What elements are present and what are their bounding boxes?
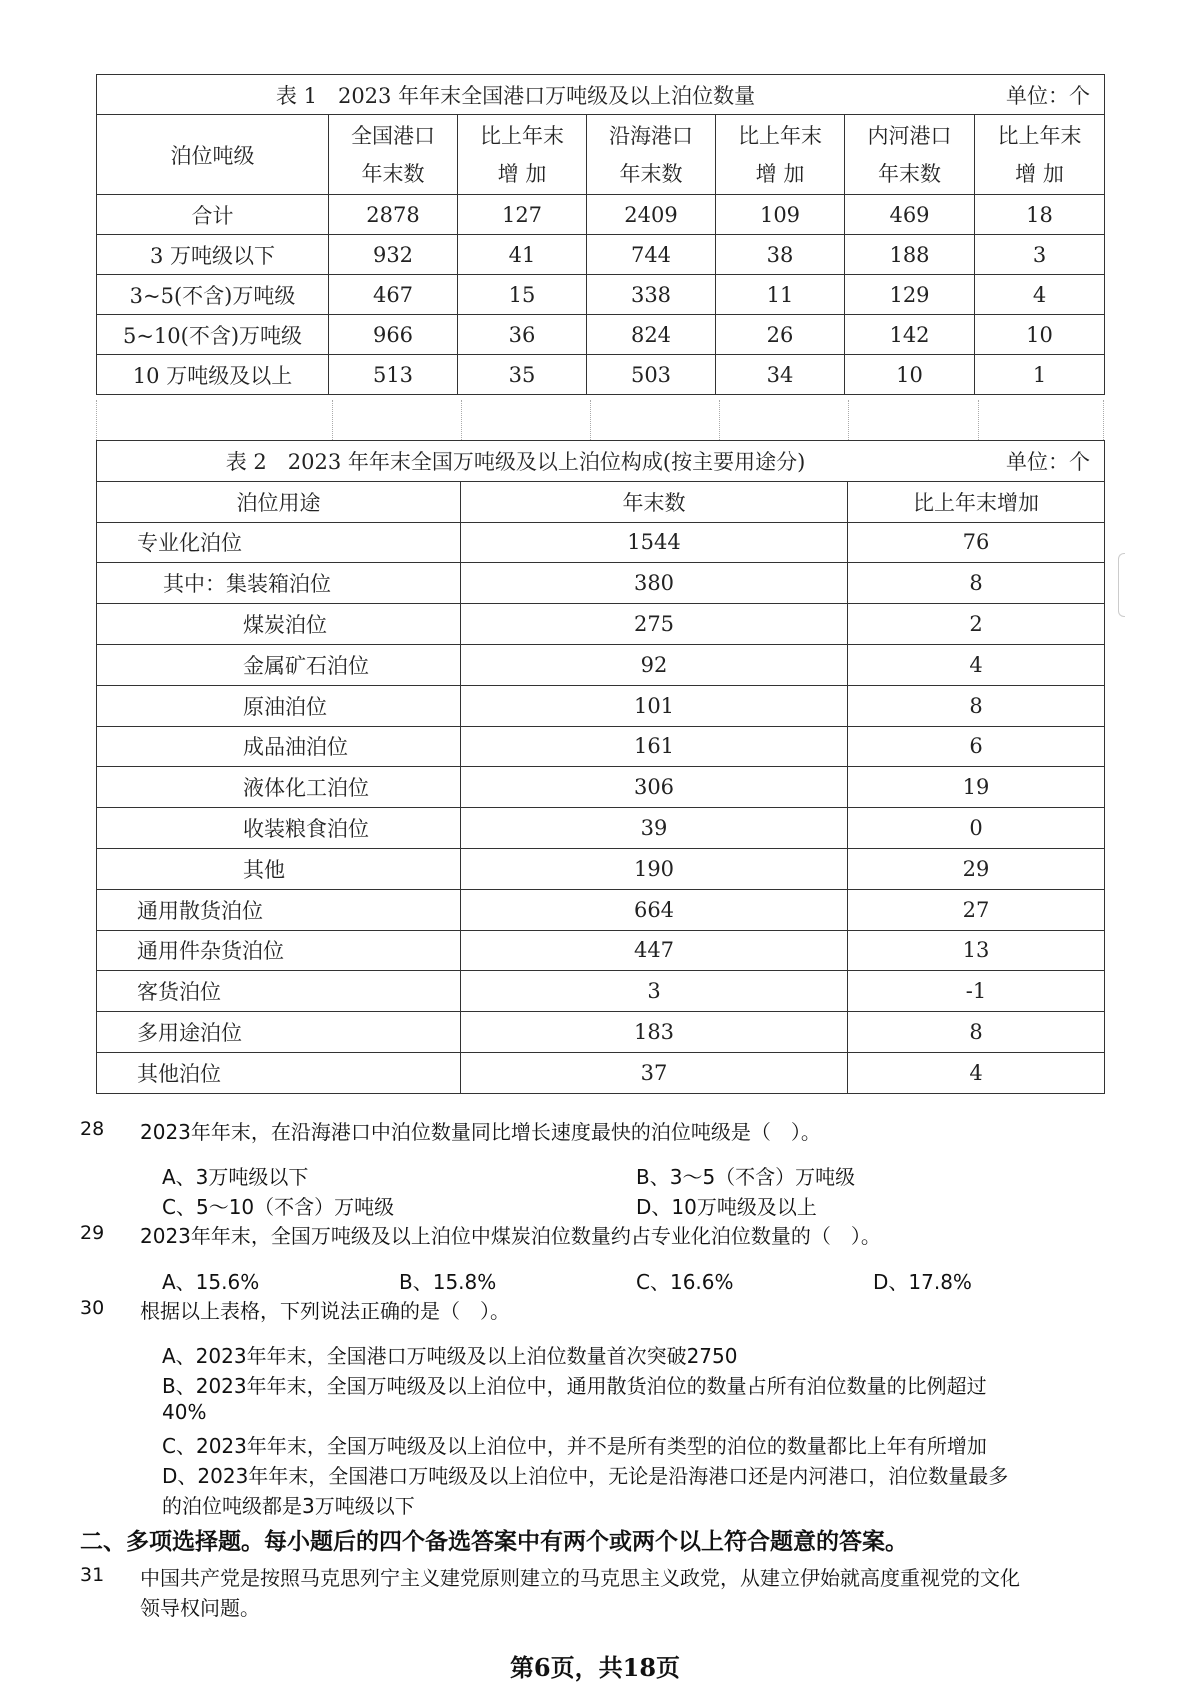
- table-cell: 15: [458, 275, 587, 315]
- question-29-option-d[interactable]: D、17.8%: [873, 1270, 972, 1294]
- table-2-header-cell: 泊位用途: [97, 481, 461, 522]
- table-row: [97, 930, 1105, 971]
- question-29-option-a[interactable]: A、15.6%: [162, 1270, 260, 1294]
- table-1-header-cell: 内河港口 年末数: [845, 115, 975, 195]
- question-30-option-d-cont: 的泊位吨级都是3万吨级以下: [162, 1494, 415, 1518]
- table-row: [97, 604, 1105, 645]
- table-cell-increase: 13: [848, 930, 1105, 971]
- question-29-number: 29: [80, 1222, 105, 1244]
- table-2: [96, 440, 1105, 1094]
- table-cell: 34: [716, 355, 845, 395]
- table-1-caption-cell: [97, 75, 1105, 115]
- question-30-number: 30: [80, 1297, 105, 1319]
- table-cell: 142: [845, 315, 975, 355]
- table-row: [97, 195, 1105, 235]
- side-scroll-tab: [1118, 553, 1125, 617]
- table-cell-count: 190: [461, 848, 848, 889]
- question-29-option-c[interactable]: C、16.6%: [636, 1270, 734, 1294]
- table-2-header-cell: 年末数: [461, 481, 848, 522]
- question-28-text: 2023年年末，在沿海港口中泊位数量同比增长速度最快的泊位吨级是（ ）。: [140, 1120, 821, 1144]
- table-1-header-cell: 比上年末 增 加: [716, 115, 845, 195]
- table-cell: 744: [587, 235, 716, 275]
- table-cell: 3~5(不含)万吨级: [97, 275, 329, 315]
- table-cell-use: 其他泊位: [97, 1052, 461, 1093]
- question-28-option-a[interactable]: A、3万吨级以下: [162, 1165, 309, 1189]
- table-row: [97, 685, 1105, 726]
- table-cell: 36: [458, 315, 587, 355]
- table-cell-increase: 27: [848, 889, 1105, 930]
- table-1-caption-row: [97, 75, 1105, 115]
- table-1-header-cell: 全国港口 年末数: [329, 115, 458, 195]
- table-cell-count: 275: [461, 604, 848, 645]
- table-cell-increase: 0: [848, 808, 1105, 849]
- table-row: [97, 235, 1105, 275]
- table-cell: 18: [975, 195, 1105, 235]
- table-row: [97, 275, 1105, 315]
- table-2-header-cell: 比上年末增加: [848, 481, 1105, 522]
- table-cell-use: 专业化泊位: [97, 522, 461, 563]
- table-2-header-row: [97, 481, 1105, 522]
- table-cell: 2878: [329, 195, 458, 235]
- table-cell: 824: [587, 315, 716, 355]
- section-2-heading: 二、多项选择题。每小题后的四个备选答案中有两个或两个以上符合题意的答案。: [80, 1529, 908, 1555]
- table-cell: 2409: [587, 195, 716, 235]
- question-30-option-c[interactable]: C、2023年年末，全国万吨级及以上泊位中，并不是所有类型的泊位的数量都比上年有所增加: [162, 1434, 987, 1458]
- table-cell: 10: [845, 355, 975, 395]
- table-1: [96, 74, 1105, 395]
- table-cell-use: 原油泊位: [97, 685, 461, 726]
- question-30-text: 根据以上表格，下列说法正确的是（ ）。: [140, 1299, 510, 1323]
- table-row: [97, 1012, 1105, 1053]
- question-30-option-b-cont: 40%: [162, 1400, 207, 1424]
- table-cell-use: 液体化工泊位: [97, 767, 461, 808]
- table-cell-use: 收装粮食泊位: [97, 808, 461, 849]
- table-cell-increase: 4: [848, 644, 1105, 685]
- table-cell-increase: 8: [848, 563, 1105, 604]
- table-cell: 503: [587, 355, 716, 395]
- table-1-header-cell: 沿海港口 年末数: [587, 115, 716, 195]
- table-cell: 10 万吨级及以上: [97, 355, 329, 395]
- question-28-option-b[interactable]: B、3～5（不含）万吨级: [636, 1165, 856, 1189]
- table-cell-use: 通用件杂货泊位: [97, 930, 461, 971]
- table-cell-use: 成品油泊位: [97, 726, 461, 767]
- table-cell-count: 161: [461, 726, 848, 767]
- table-1-caption: 表 1 2023 年年末全国港口万吨级及以上泊位数量: [275, 83, 756, 108]
- table-cell: 4: [975, 275, 1105, 315]
- table-cell-increase: 8: [848, 1012, 1105, 1053]
- table-row: [97, 726, 1105, 767]
- table-cell: 5~10(不含)万吨级: [97, 315, 329, 355]
- table-cell: 3: [975, 235, 1105, 275]
- table-row: [97, 563, 1105, 604]
- table-1-header-cell: 比上年末 增 加: [458, 115, 587, 195]
- table-cell: 合计: [97, 195, 329, 235]
- table-cell: 188: [845, 235, 975, 275]
- question-28-option-c[interactable]: C、5～10（不含）万吨级: [162, 1195, 395, 1219]
- table-cell-use: 煤炭泊位: [97, 604, 461, 645]
- table-cell-increase: 6: [848, 726, 1105, 767]
- table-row: [97, 767, 1105, 808]
- table-cell-count: 1544: [461, 522, 848, 563]
- question-31-text: 中国共产党是按照马克思列宁主义建党原则建立的马克思主义政党，从建立伊始就高度重视党的文化: [140, 1566, 1020, 1590]
- table-cell: 932: [329, 235, 458, 275]
- table-1-header-tonnage: 泊位吨级: [97, 115, 329, 195]
- table-2-caption-row: [97, 441, 1105, 482]
- question-31-text-cont: 领导权问题。: [140, 1596, 260, 1620]
- table-cell-count: 447: [461, 930, 848, 971]
- table-1-header-row: [97, 115, 1105, 195]
- table-cell: 469: [845, 195, 975, 235]
- table-cell: 467: [329, 275, 458, 315]
- table-cell-count: 37: [461, 1052, 848, 1093]
- table-cell: 109: [716, 195, 845, 235]
- table-cell-increase: -1: [848, 971, 1105, 1012]
- table-row: [97, 355, 1105, 395]
- table-cell-increase: 29: [848, 848, 1105, 889]
- table-2-unit: 单位：个: [1006, 449, 1091, 474]
- table-cell-increase: 76: [848, 522, 1105, 563]
- table-cell-use: 客货泊位: [97, 971, 461, 1012]
- table-row: [97, 971, 1105, 1012]
- table-cell: 127: [458, 195, 587, 235]
- table-cell: 966: [329, 315, 458, 355]
- question-29-option-b[interactable]: B、15.8%: [399, 1270, 497, 1294]
- table-1-unit: 单位：个: [1006, 83, 1091, 108]
- table-gap-dotted-lines: [96, 400, 1104, 440]
- table-2-caption: 表 2 2023 年年末全国万吨级及以上泊位构成(按主要用途分): [225, 449, 806, 474]
- table-cell-use: 其中：集装箱泊位: [97, 563, 461, 604]
- table-cell-count: 39: [461, 808, 848, 849]
- table-row: [97, 1052, 1105, 1093]
- table-cell: 41: [458, 235, 587, 275]
- question-30-option-d[interactable]: D、2023年年末，全国港口万吨级及以上泊位中，无论是沿海港口还是内河港口，泊位数量最多: [162, 1464, 1009, 1488]
- page-footer: 第6页，共18页: [509, 1653, 681, 1682]
- table-cell: 10: [975, 315, 1105, 355]
- table-cell: 26: [716, 315, 845, 355]
- question-30-option-a[interactable]: A、2023年年末，全国港口万吨级及以上泊位数量首次突破2750: [162, 1344, 738, 1368]
- question-28-option-d[interactable]: D、10万吨级及以上: [636, 1195, 817, 1219]
- table-cell-count: 306: [461, 767, 848, 808]
- table-row: [97, 522, 1105, 563]
- table-row: [97, 889, 1105, 930]
- table-cell-use: 金属矿石泊位: [97, 644, 461, 685]
- table-cell: 1: [975, 355, 1105, 395]
- table-cell-increase: 4: [848, 1052, 1105, 1093]
- table-2-caption-cell: [97, 441, 1105, 482]
- table-cell: 11: [716, 275, 845, 315]
- table-cell-count: 92: [461, 644, 848, 685]
- table-row: [97, 315, 1105, 355]
- question-30-option-b[interactable]: B、2023年年末，全国万吨级及以上泊位中，通用散货泊位的数量占所有泊位数量的比例超过: [162, 1374, 987, 1398]
- question-31-number: 31: [80, 1564, 105, 1586]
- table-cell: 35: [458, 355, 587, 395]
- table-cell-count: 380: [461, 563, 848, 604]
- table-cell-increase: 2: [848, 604, 1105, 645]
- table-cell: 338: [587, 275, 716, 315]
- table-cell-use: 其他: [97, 848, 461, 889]
- table-cell-increase: 8: [848, 685, 1105, 726]
- table-cell: 129: [845, 275, 975, 315]
- table-cell-use: 多用途泊位: [97, 1012, 461, 1053]
- table-cell-count: 183: [461, 1012, 848, 1053]
- question-28-number: 28: [80, 1118, 105, 1140]
- table-cell: 3 万吨级以下: [97, 235, 329, 275]
- table-cell-use: 通用散货泊位: [97, 889, 461, 930]
- table-cell-count: 101: [461, 685, 848, 726]
- table-row: [97, 808, 1105, 849]
- table-cell-increase: 19: [848, 767, 1105, 808]
- table-cell-count: 664: [461, 889, 848, 930]
- table-cell: 513: [329, 355, 458, 395]
- table-2-body: [97, 522, 1105, 1093]
- table-cell-count: 3: [461, 971, 848, 1012]
- table-row: [97, 848, 1105, 889]
- table-1-header-cell: 比上年末 增 加: [975, 115, 1105, 195]
- table-cell: 38: [716, 235, 845, 275]
- table-row: [97, 644, 1105, 685]
- question-29-text: 2023年年末，全国万吨级及以上泊位中煤炭泊位数量约占专业化泊位数量的（ ）。: [140, 1224, 881, 1248]
